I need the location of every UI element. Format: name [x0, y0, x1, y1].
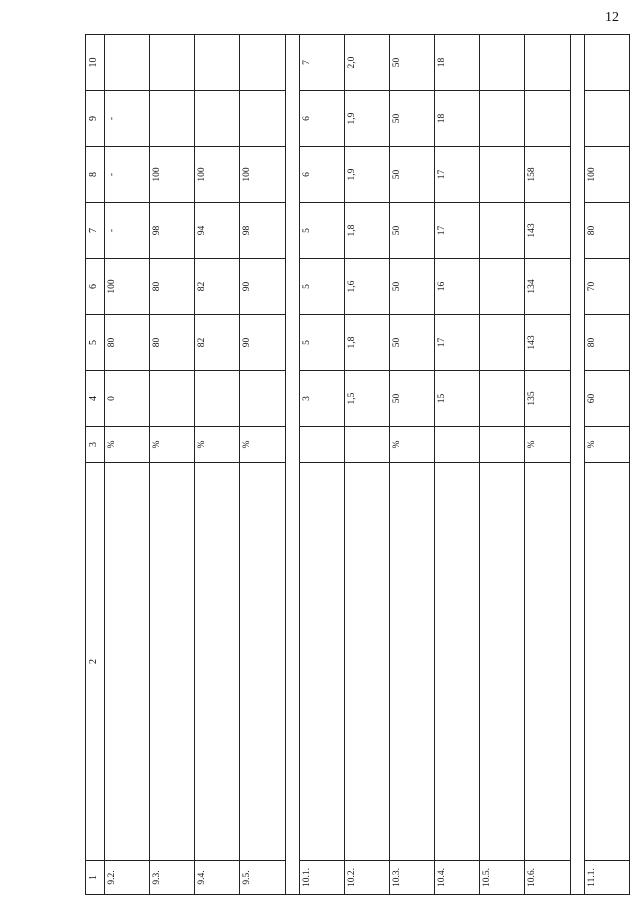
column-number: 2 [86, 463, 105, 861]
table-row [480, 35, 525, 895]
value-cell: - [105, 203, 150, 259]
value-cell: 50 [390, 315, 435, 371]
column-number: 1 [86, 861, 105, 895]
column-number: 5 [86, 315, 105, 371]
indicator-name [150, 463, 195, 861]
column-number: 9 [86, 91, 105, 147]
column-number-row [86, 35, 105, 895]
indicator-name [299, 463, 344, 861]
value-cell: 94 [195, 203, 240, 259]
table-row [105, 35, 150, 895]
row-number: 9.4. [195, 861, 240, 895]
value-cell: 1,6 [344, 259, 389, 315]
column-number: 8 [86, 147, 105, 203]
value-cell: - [105, 91, 150, 147]
row-number: 10.1. [299, 861, 344, 895]
value-cell [480, 371, 525, 427]
value-cell [480, 147, 525, 203]
indicator-name [390, 463, 435, 861]
indicator-name [105, 463, 150, 861]
indicator-name [240, 463, 285, 861]
value-cell: 158 [525, 147, 570, 203]
value-cell: 143 [525, 203, 570, 259]
row-number: 10.3. [390, 861, 435, 895]
value-cell: 143 [525, 315, 570, 371]
value-cell: 98 [240, 203, 285, 259]
value-cell: 82 [195, 259, 240, 315]
unit-cell: % [525, 427, 570, 463]
table-row [435, 35, 480, 895]
value-cell: 3 [299, 371, 344, 427]
unit-cell: % [195, 427, 240, 463]
unit-cell [344, 427, 389, 463]
value-cell [480, 203, 525, 259]
table-row [240, 35, 285, 895]
column-number: 6 [86, 259, 105, 315]
value-cell: 17 [435, 315, 480, 371]
value-cell: 100 [150, 147, 195, 203]
value-cell [150, 35, 195, 91]
subprogram-title [570, 35, 584, 895]
value-cell: 2,0 [344, 35, 389, 91]
unit-cell [435, 427, 480, 463]
column-number: 10 [86, 35, 105, 91]
value-cell: 90 [240, 259, 285, 315]
row-number: 10.4. [435, 861, 480, 895]
column-number: 4 [86, 371, 105, 427]
page-number: 12 [605, 10, 619, 25]
value-cell: 50 [390, 203, 435, 259]
value-cell: 98 [150, 203, 195, 259]
unit-cell: % [390, 427, 435, 463]
unit-cell [299, 427, 344, 463]
value-cell [150, 371, 195, 427]
value-cell: 135 [525, 371, 570, 427]
table-row [344, 35, 389, 895]
value-cell: 17 [435, 203, 480, 259]
table-row [299, 35, 344, 895]
value-cell: 82 [195, 315, 240, 371]
value-cell: 6 [299, 147, 344, 203]
value-cell: 0 [105, 371, 150, 427]
value-cell [584, 35, 629, 91]
value-cell: 80 [584, 203, 629, 259]
column-number: 3 [86, 427, 105, 463]
table-row [390, 35, 435, 895]
value-cell: 100 [584, 147, 629, 203]
row-number: 9.3. [150, 861, 195, 895]
table-row [150, 35, 195, 895]
row-number: 10.6. [525, 861, 570, 895]
indicator-name [525, 463, 570, 861]
table-row [195, 35, 240, 895]
value-cell [195, 35, 240, 91]
unit-cell: % [150, 427, 195, 463]
row-number: 9.5. [240, 861, 285, 895]
value-cell: 7 [299, 35, 344, 91]
subprogram-heading-row [285, 35, 299, 895]
value-cell: 50 [390, 147, 435, 203]
value-cell: 80 [105, 315, 150, 371]
value-cell [240, 91, 285, 147]
value-cell: 5 [299, 315, 344, 371]
table-row [525, 35, 570, 895]
value-cell: 70 [584, 259, 629, 315]
indicator-name [344, 463, 389, 861]
unit-cell: % [584, 427, 629, 463]
value-cell [480, 35, 525, 91]
value-cell [150, 91, 195, 147]
unit-cell: % [105, 427, 150, 463]
value-cell: 100 [195, 147, 240, 203]
value-cell [525, 91, 570, 147]
row-number: 10.2. [344, 861, 389, 895]
value-cell: 60 [584, 371, 629, 427]
value-cell: 18 [435, 91, 480, 147]
row-number: 10.5. [480, 861, 525, 895]
value-cell: 1,8 [344, 315, 389, 371]
value-cell [105, 35, 150, 91]
indicator-table [85, 34, 630, 895]
value-cell: 50 [390, 35, 435, 91]
unit-cell: % [240, 427, 285, 463]
value-cell [195, 91, 240, 147]
value-cell: - [105, 147, 150, 203]
table-row [584, 35, 629, 895]
indicator-name [480, 463, 525, 861]
value-cell: 80 [150, 259, 195, 315]
row-number: 9.2. [105, 861, 150, 895]
value-cell: 80 [584, 315, 629, 371]
subprogram-heading-row [570, 35, 584, 895]
value-cell: 50 [390, 371, 435, 427]
value-cell [480, 315, 525, 371]
value-cell: 1,5 [344, 371, 389, 427]
value-cell: 50 [390, 91, 435, 147]
indicator-name [435, 463, 480, 861]
value-cell: 90 [240, 315, 285, 371]
value-cell [525, 35, 570, 91]
value-cell: 5 [299, 203, 344, 259]
value-cell: 5 [299, 259, 344, 315]
value-cell [240, 35, 285, 91]
value-cell: 6 [299, 91, 344, 147]
value-cell: 1,9 [344, 147, 389, 203]
indicator-name [195, 463, 240, 861]
value-cell: 18 [435, 35, 480, 91]
value-cell: 1,9 [344, 91, 389, 147]
indicator-name [584, 463, 629, 861]
value-cell: 50 [390, 259, 435, 315]
value-cell [240, 371, 285, 427]
value-cell: 80 [150, 315, 195, 371]
value-cell [480, 259, 525, 315]
column-number: 7 [86, 203, 105, 259]
value-cell: 134 [525, 259, 570, 315]
value-cell: 1,8 [344, 203, 389, 259]
value-cell [480, 91, 525, 147]
row-number: 11.1. [584, 861, 629, 895]
value-cell [584, 91, 629, 147]
value-cell: 17 [435, 147, 480, 203]
unit-cell [480, 427, 525, 463]
rotated-table-sheet [85, 35, 630, 895]
value-cell: 100 [105, 259, 150, 315]
value-cell: 15 [435, 371, 480, 427]
value-cell: 100 [240, 147, 285, 203]
value-cell: 16 [435, 259, 480, 315]
subprogram-title [285, 35, 299, 895]
value-cell [195, 371, 240, 427]
